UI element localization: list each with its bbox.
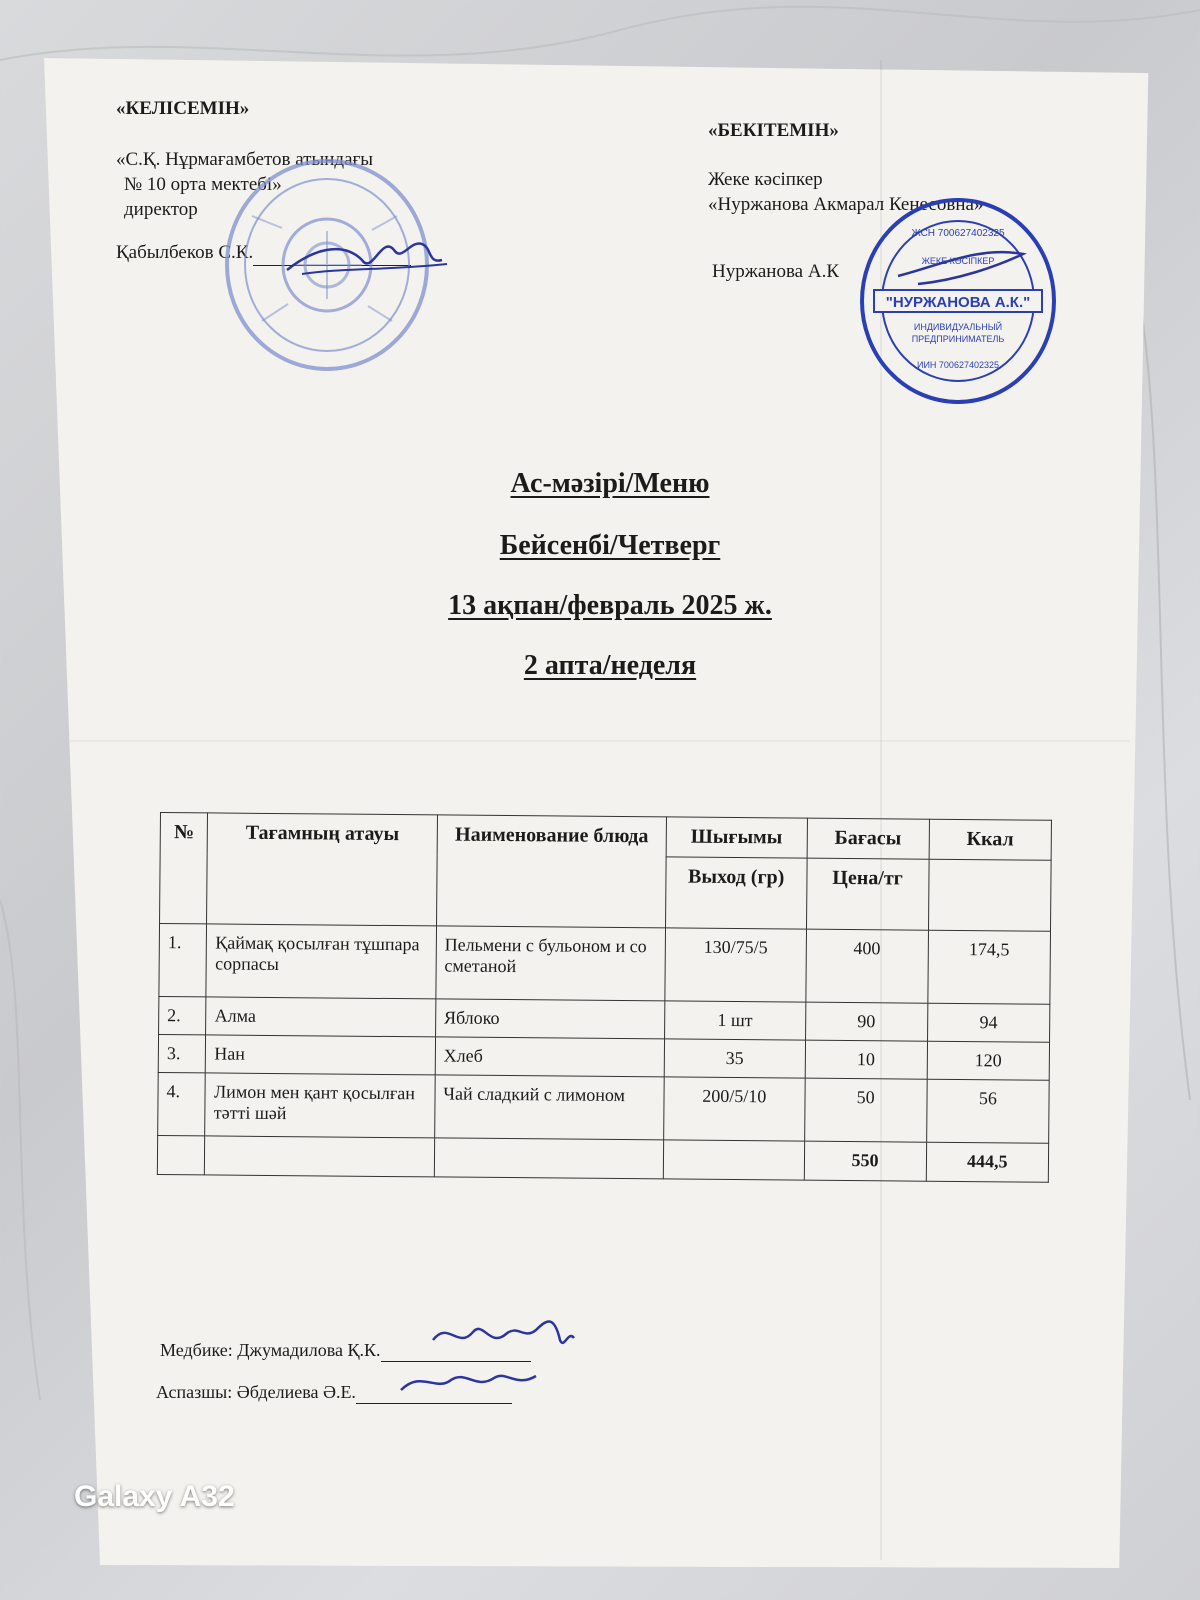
total-kcal: 444,5 [926,1142,1049,1182]
approve-left-title: «КЕЛІСЕМІН» [116,98,250,119]
cell-kcal: 174,5 [928,930,1051,1004]
approve-left-line: директор [124,199,198,220]
cell-yield: 1 шт [665,1001,806,1040]
col-num: № [160,813,208,924]
entrepreneur-signature [898,252,1023,284]
col-yield: Шығымы [666,817,807,858]
col-yield-sub: Выход (гр) [666,857,807,929]
cook-label: Аспазшы: Әбделиева Ә.Е. [156,1382,356,1402]
stamp-name: "НУРЖАНОВА А.К." [885,294,1031,311]
cook-signature [396,1362,546,1402]
stamp-top-word: ЖЕКЕ КӘСІПКЕР [921,256,995,266]
menu-table [157,812,1052,1183]
approve-right-title: «БЕКІТЕМІН» [708,120,839,141]
paper-fold [70,740,1130,742]
approve-right-line: «Нуржанова Акмарал Кенесовна» [708,194,984,215]
col-kcal-sub [928,859,1051,931]
cell-empty [663,1140,804,1180]
stamp-iin-ru: ИИН 700627402325 [916,360,1000,370]
cell-kz: Лимон мен қант қосылған тәтті шәй [205,1073,435,1138]
table-row [159,924,1051,1005]
cell-empty [157,1135,205,1174]
col-name-kz: Тағамның атауы [207,813,437,926]
cell-kcal: 56 [926,1079,1049,1143]
camera-watermark: Galaxy A32 [74,1480,235,1513]
cell-price: 90 [805,1002,928,1041]
cell-ru: Яблоко [435,999,665,1039]
stamp-sub: ПРЕДПРИНИМАТЕЛЬ [911,334,1005,344]
cell-num: 4. [158,1072,206,1135]
menu-week: 2 апта/неделя [523,650,697,681]
cell-num: 1. [159,924,207,997]
approve-right-line: Жеке кәсіпкер [708,169,823,190]
cell-price: 400 [805,929,928,1003]
cell-price: 50 [804,1078,927,1142]
cell-kz: Қаймақ қосылған тұшпара сорпасы [206,924,436,999]
cell-ru: Чай сладкий с лимоном [434,1075,664,1140]
cell-yield: 130/75/5 [665,928,806,1002]
cell-num: 2. [159,996,207,1034]
menu-date: 13 ақпан/февраль 2025 ж. [448,590,772,621]
cell-yield: 35 [664,1039,805,1078]
cell-ru: Хлеб [435,1037,665,1077]
cell-empty [205,1136,435,1177]
stamp-sub: ИНДИВИДУАЛЬНЫЙ [913,322,1003,332]
menu-title: Ас-мәзірі/Меню [510,468,710,499]
director-name: Қабылбеков С.К. [116,242,254,263]
total-price: 550 [804,1141,927,1181]
table-row [158,1072,1050,1143]
director-signature [282,230,452,290]
entrepreneur-name: Нуржанова А.К [712,261,839,282]
table-header-row [160,813,1051,861]
approve-left-line: № 10 орта мектебі» [124,174,282,195]
cell-kcal: 94 [927,1003,1050,1042]
table-total-row [157,1135,1048,1182]
cell-kcal: 120 [927,1041,1050,1080]
col-name-ru: Наименование блюда [436,815,666,928]
cell-yield: 200/5/10 [664,1077,805,1141]
menu-day: Бейсенбі/Четверг [499,530,721,561]
cell-empty [434,1138,664,1179]
cell-price: 10 [805,1040,928,1079]
cell-num: 3. [158,1034,206,1072]
stamp-iin: ЖСН 700627402325 [911,228,1005,239]
nurse-label: Медбике: Джумадилова Қ.К. [160,1340,381,1360]
entrepreneur-stamp [858,196,1058,406]
col-kcal: Ккал [929,819,1052,860]
col-price-sub: Цена/тг [806,858,929,930]
col-price: Бағасы [807,818,930,859]
nurse-signature [428,1310,578,1360]
cell-ru: Пельмени с бульоном и со сметаной [436,926,666,1001]
cell-kz: Нан [206,1035,436,1075]
cell-kz: Алма [206,997,436,1037]
approve-left-line: «С.Қ. Нұрмағамбетов атындағы [116,149,374,170]
